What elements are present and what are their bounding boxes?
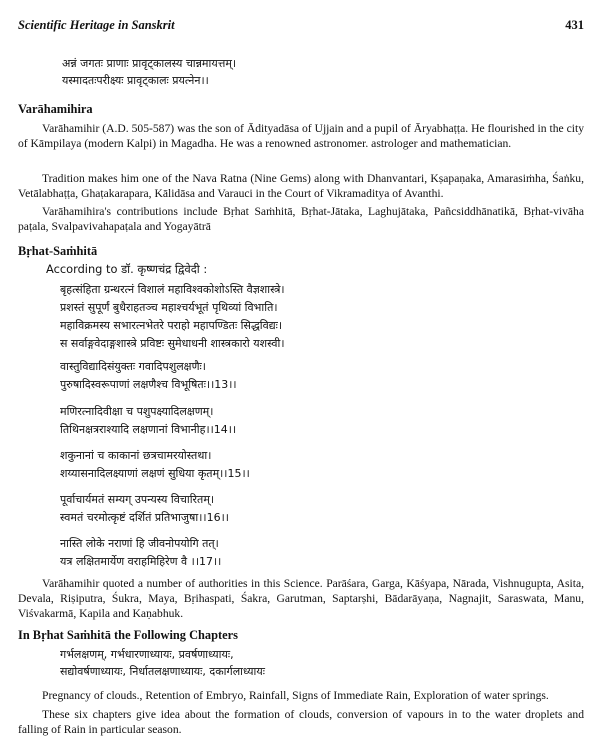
verse-line: यत्र लक्षितमार्येण वराहमिहिरेण वै ।।17।। [60, 555, 222, 568]
verse-group-13 [60, 359, 237, 395]
contributions-paragraph: Varāhamihira's contributions include Bṛhat Saṁhitā, Bṛhat-Jātaka, Laghujātaka, Pañcsiddhānatikā, Bṛhat-vivāha paṭala, Svalpavivahapaṭala and Yogayātrā [18, 205, 584, 233]
verse-group-1 [60, 282, 285, 354]
verse-line: पूर्वाचार्यमतं सम्यग् उपन्यस्य विचारितम्। [60, 493, 215, 506]
verse-line: प्रशस्तं सुपूर्णं बुधैराहतञ्च महाश्चर्यभूतं पृथिव्यां विभाति। [60, 301, 278, 314]
nava-ratna-paragraph: Tradition makes him one of the Nava Ratna (Nine Gems) along with Dhanvantari, Kṣapaṇaka, Amarasiṁha, Śaṅku, Vetālabhaṭṭa, Ghaṭakarapara, Kālidāsa and Varauci in the Court of Vikramaditya of Avanthi. [18, 172, 584, 200]
verse-line: वास्तुविद्यादिसंयुक्तः गवादिपशुलक्षणैः। [60, 360, 206, 373]
intro-verse-line-2: यस्मादतःपरीक्ष्यः प्रावृट्कालः प्रयत्नेन।। [62, 74, 209, 87]
verse-group-15 [60, 448, 250, 484]
verse-line: पुरुषादिस्वरूपाणां लक्षणैश्च विभूषितः।।13।। [60, 378, 237, 391]
verse-line: बृहत्संहिता ग्रन्थरत्नं विशालं महाविश्वकोशोऽस्ति वैज्ञशास्त्रे। [60, 283, 285, 296]
verse-line: नास्ति लोके नराणां हि जीवनोपयोगि तत्। [60, 537, 219, 550]
verse-line: स्वमतं चरमोत्कृष्टं दर्शितं प्रतिभाजुषा।।16।। [60, 511, 229, 524]
section-heading-chapters: In Bṛhat Saṁhitā the Following Chapters [18, 628, 238, 642]
book-title: Scientific Heritage in Sanskrit [18, 18, 175, 32]
bio-paragraph: Varāhamihir (A.D. 505-587) was the son of Ādityadāsa of Ujjain and a pupil of Āryabhaṭṭa. He flourished in the city of Kāmpilaya (modern Kalpi) in Magadha. He was a renowned astronomer. astrologer and mathematician. [18, 122, 584, 150]
closing-paragraph: These six chapters give idea about the formation of clouds, conversion of vapours in to the water droplets and falling of Rain in particular season. [18, 708, 584, 736]
running-header [18, 18, 584, 36]
verse-line: शय्यासनादिलक्ष्याणां लक्षणं सुधिया कृतम्।।15।। [60, 467, 250, 480]
page-number: 431 [565, 18, 584, 32]
verse-group-14 [60, 404, 236, 440]
according-to-line: According to डॉ. कृष्णचंद्र द्विवेदी : [46, 262, 208, 276]
verse-line: शकुनानां च काकानां छत्रचामरयोस्तथा। [60, 449, 212, 462]
chapter-line-2: सद्योवर्षणाध्यायः, निर्धातलक्षणाध्यायः, दकार्गलाध्यायः [60, 665, 266, 678]
authorities-paragraph: Varāhamihir quoted a number of authorities in this Science. Parāśara, Garga, Kāśyapa, Nārada, Vishnugupta, Asita, Devala, Riṣiputra, Śukra, Maya, Bṛihaspati, Śakra, Garutman, Saptarṣhi, Bādarāyaṇa, Nagnajit, Saraswata, Manu, Viśvakarmā, Kapila and Kaṇabhuk. [18, 577, 584, 620]
verse-group-16 [60, 492, 229, 528]
section-heading-brhat-samhita: Bṛhat-Saṁhitā [18, 244, 98, 258]
verse-line: तिथिनक्षत्रराश्यादि लक्षणानां विभानीह।।14।। [60, 423, 237, 436]
verse-line: महाविक्रमस्य सभारत्नभेतरे पराहो महापण्डितः सिद्धविद्यः। [60, 319, 283, 332]
chapters-summary: Pregnancy of clouds., Retention of Embryo, Rainfall, Signs of Immediate Rain, Exploration of water springs. [42, 689, 549, 702]
verse-line: स सर्वाङ्गवेदाङ्गशास्त्रे प्रविष्टः सुमेधाधनी शास्त्रकारो यशस्वी। [60, 337, 285, 350]
intro-verse-line-1: अन्नं जगतः प्राणाः प्रावृट्कालस्य चान्नमायत्तम्। [62, 57, 237, 70]
section-heading-varahamihira: Varāhamihira [18, 102, 93, 116]
verse-line: मणिरत्नादिवीक्षा च पशुपक्ष्यादिलक्षणम्। [60, 405, 214, 418]
verse-group-17 [60, 536, 221, 572]
chapter-line-1: गर्भलक्षणम्, गर्भधारणाध्यायः, प्रवर्षणाध्यायः, [60, 648, 234, 661]
